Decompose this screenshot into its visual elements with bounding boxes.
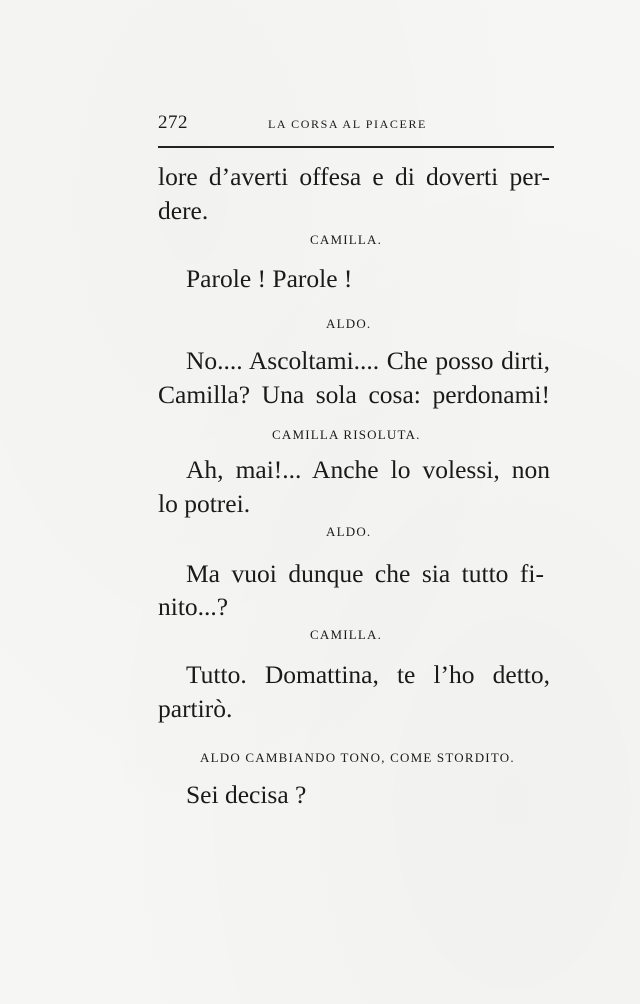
text-line: partirò.: [158, 694, 233, 723]
text-line: Ah, mai!... Anche lo volessi, non: [186, 455, 550, 484]
speaker-name: CAMILLA.: [310, 627, 383, 642]
speaker-name: CAMILLA.: [310, 232, 383, 247]
text-line: Parole ! Parole !: [186, 264, 353, 293]
text-line: lore d’averti offesa e di doverti per-: [158, 162, 550, 191]
speaker-name: ALDO.: [326, 524, 372, 539]
speaker-name: ALDO CAMBIANDO TONO, COME STORDITO.: [200, 750, 515, 765]
text-line: lo potrei.: [158, 489, 251, 518]
header-rule: [158, 146, 554, 148]
text-line: Ma vuoi dunque che sia tutto fi-: [186, 559, 544, 588]
text-line: Sei decisa ?: [186, 780, 307, 809]
speaker-name: CAMILLA RISOLUTA.: [272, 427, 421, 442]
text-line: dere.: [158, 196, 209, 225]
running-title: LA CORSA AL PIACERE: [268, 117, 427, 131]
text-line: nito...?: [158, 592, 229, 621]
page-number: 272: [158, 112, 188, 133]
speaker-name: ALDO.: [326, 316, 372, 331]
text-line: No.... Ascoltami.... Che posso dirti,: [186, 346, 550, 375]
page-header: [158, 112, 554, 136]
text-line: Tutto. Domattina, te l’ho detto,: [186, 660, 550, 689]
text-line: Camilla? Una sola cosa: perdonami!: [158, 380, 550, 409]
